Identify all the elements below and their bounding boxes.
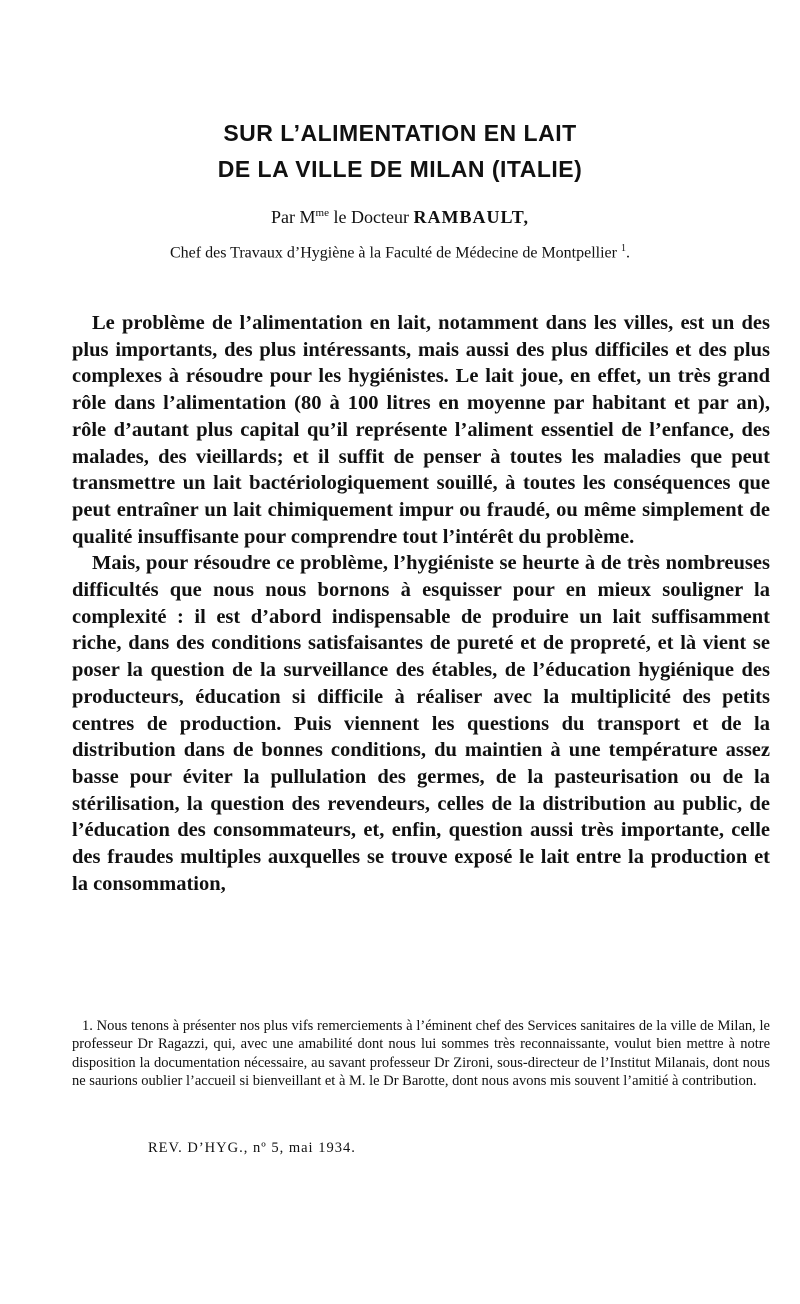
- byline-prefix: Par M: [271, 207, 316, 227]
- paragraph-2: Mais, pour résoudre ce problème, l’hygiéniste se heurte à de très nombreuses difficultés que nous nous bornons à esquisser pour en mieux souligner la complexité : il est d’abord indispensable de produire un lait suffisamment riche, dans des conditions satisfaisantes de pureté et de propreté, et là vient se poser la question de la surveillance des étables, de l’éducation hygiénique des producteurs, éducation si difficile à réaliser avec la multiplicité des petits centres de production. Puis viennent les questions du transport et de la distribution dans de bonnes conditions, du maintien à une température assez basse pour éviter la pullulation des germes, de la pasteurisation ou de la stérilisation, la question des revendeurs, celles de la distribution au public, de l’éducation des consommateurs, et, enfin, question aussi très importante, celle des fraudes multiples auxquelles se trouve exposé le lait entre la production et la consommation,: [72, 552, 770, 895]
- title-line-1: SUR L’ALIMENTATION EN LAIT: [223, 120, 577, 146]
- footnote-text: 1. Nous tenons à présenter nos plus vifs remerciements à l’éminent chef des Services sanitaires de la ville de Milan, le professeur Dr Ragazzi, qui, avec une amabilité dont nous lui sommes très reconnaissante, voulut bien mettre à notre disposition la documentation nécessaire, au savant professeur Dr Zironi, sous-directeur de l’Institut Milanais, dont nous ne saurions oublier l’accueil si bienveillant et à M. le Dr Barotte, dont nous avons mis souvent l’amitié à contribution.: [72, 1018, 770, 1090]
- article-body: [72, 310, 770, 897]
- author-name: RAMBAULT,: [413, 207, 529, 227]
- footnote: [72, 1017, 770, 1091]
- title-line-2: DE LA VILLE DE MILAN (ITALIE): [217, 156, 583, 182]
- byline: [0, 207, 800, 228]
- byline-middle: le Docteur: [328, 207, 414, 227]
- footnote-mark: 1: [620, 243, 626, 254]
- affiliation: Chef des Travaux d’Hygiène à la Faculté de Médecine de Montpellier $^1$.: [170, 243, 630, 262]
- byline-sup: me: [315, 207, 329, 219]
- paragraph-1: Le problème de l’alimentation en lait, notamment dans les villes, est un des plus importants, des plus intéressants, mais aussi des plus difficiles et des plus complexes à résoudre pour les hygiénistes. Le lait joue, en effet, un très grand rôle dans l’alimentation (80 à 100 litres en moyenne par habitant et par an), rôle d’autant plus capital qu’il représente l’aliment essentiel de l’enfance, des malades, des vieillards; et il suffit de penser à toutes les maladies que peut transmettre un lait bactériologiquement souillé, à toutes les conséquences que peut entraîner un lait chimiquement impur ou fraudé, ou même simplement de qualité insuffisante pour comprendre tout l’intérêt du problème.: [72, 312, 770, 548]
- affiliation-text: Chef des Travaux d’Hygiène à la Faculté de Médecine de Montpellier: [170, 244, 617, 262]
- running-footer: REV. D’HYG., nº 5, mai 1934.: [148, 1140, 356, 1156]
